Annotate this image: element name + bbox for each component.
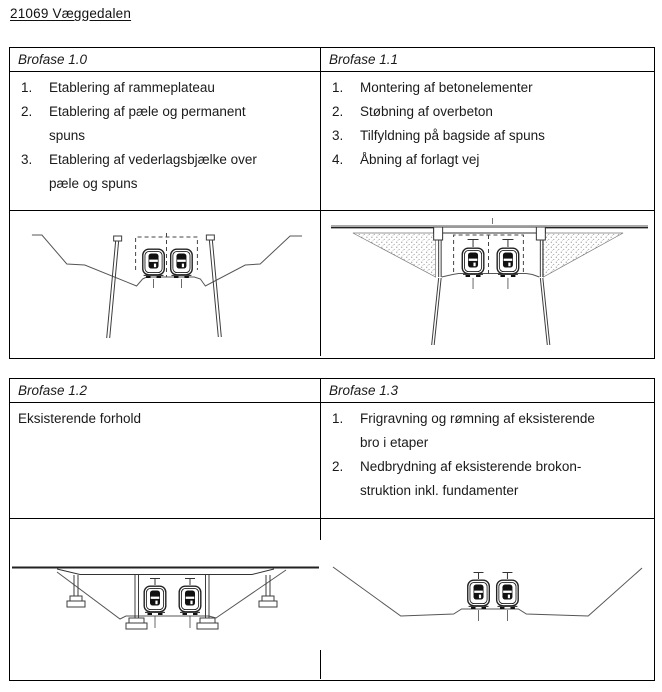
piles [432, 278, 550, 345]
train-icon [144, 586, 166, 615]
bridge-deck [434, 227, 546, 233]
item-number: 2. [332, 459, 344, 474]
item-text: Etablering af vederlagsbjælke over pæle og spuns [49, 152, 257, 191]
terrain-line [57, 570, 286, 619]
item-text: Åbning af forlagt vej [360, 152, 480, 167]
list-item [321, 124, 654, 148]
header-brofase-1-1: Brofase 1.1 [321, 48, 654, 72]
outer-columns [67, 575, 277, 607]
item-text: Støbning af overbeton [360, 104, 493, 119]
list-item [10, 76, 320, 100]
phase-1-1-activities [321, 72, 654, 211]
item-number: 4. [332, 152, 344, 167]
train-icon [179, 586, 201, 615]
train-icon [171, 249, 193, 278]
train-icon [143, 249, 165, 278]
item-number: 1. [332, 411, 344, 426]
backfill-hatch-left [353, 233, 436, 277]
backfill-hatch-right [543, 233, 623, 277]
right-pile [206, 235, 221, 337]
deck-end-block [536, 227, 545, 240]
phase-1-3-activities [321, 403, 654, 519]
list-item [321, 455, 654, 503]
list-item [321, 148, 654, 172]
pantographs [468, 239, 514, 247]
figure-cell-brofase-1-1 [321, 211, 654, 356]
text-row [10, 72, 654, 211]
figure-brofase-1-0 [10, 211, 320, 356]
train-icon [497, 580, 519, 609]
header-brofase-1-3: Brofase 1.3 [321, 379, 654, 403]
header-row [10, 48, 654, 72]
inner-columns [126, 575, 218, 629]
item-number: 3. [21, 152, 33, 167]
figure-row [10, 211, 654, 356]
header-row [10, 379, 654, 403]
item-text: Montering af betonelementer [360, 80, 533, 95]
figure-brofase-1-3 [321, 519, 654, 679]
ground-line [442, 274, 540, 278]
item-text: Etablering af rammeplateau [49, 80, 215, 95]
figure-row [10, 519, 654, 679]
pantographs [474, 572, 513, 579]
page-title: 21069 Væggedalen [10, 6, 132, 21]
list-item [10, 148, 320, 196]
figure-brofase-1-2 [10, 519, 321, 679]
bridge-soffit [57, 569, 274, 575]
figure-cell-brofase-1-0 [10, 211, 321, 356]
item-text: Tilfyldning på bagside af spuns [360, 128, 545, 143]
left-pile [107, 236, 122, 338]
train-icon [497, 248, 519, 277]
figure-cell-brofase-1-3 [321, 519, 654, 679]
list-item [10, 100, 320, 148]
phase-1-0-activities [10, 72, 321, 211]
header-brofase-1-2: Brofase 1.2 [10, 379, 321, 403]
item-number: 2. [21, 104, 33, 119]
phase-table-2 [9, 378, 655, 681]
pantographs [150, 578, 195, 585]
item-number: 2. [332, 104, 344, 119]
phase-1-2-activities [10, 403, 321, 519]
item-text: Etablering af pæle og permanent spuns [49, 104, 246, 143]
deck-end-block [434, 227, 443, 240]
list-item [321, 76, 654, 100]
figure-brofase-1-1 [321, 211, 654, 356]
item-number: 1. [21, 80, 33, 95]
item-text: Frigravning og rømning af eksisterende bro i etaper [360, 411, 595, 450]
train-icon [468, 580, 490, 609]
header-brofase-1-0: Brofase 1.0 [10, 48, 321, 72]
list-item [321, 407, 654, 455]
item-text: Nedbrydning af eksisterende brokon- struktion inkl. fundamenter [360, 459, 582, 498]
list-item [321, 100, 654, 124]
phase-table-1 [9, 47, 655, 359]
item-number: 3. [332, 128, 344, 143]
text-row [10, 403, 654, 519]
plain-text: Eksisterende forhold [18, 411, 142, 426]
sheet-pile-walls [439, 240, 543, 277]
figure-cell-brofase-1-2 [10, 519, 321, 679]
train-icon [462, 248, 484, 277]
item-number: 1. [332, 80, 344, 95]
